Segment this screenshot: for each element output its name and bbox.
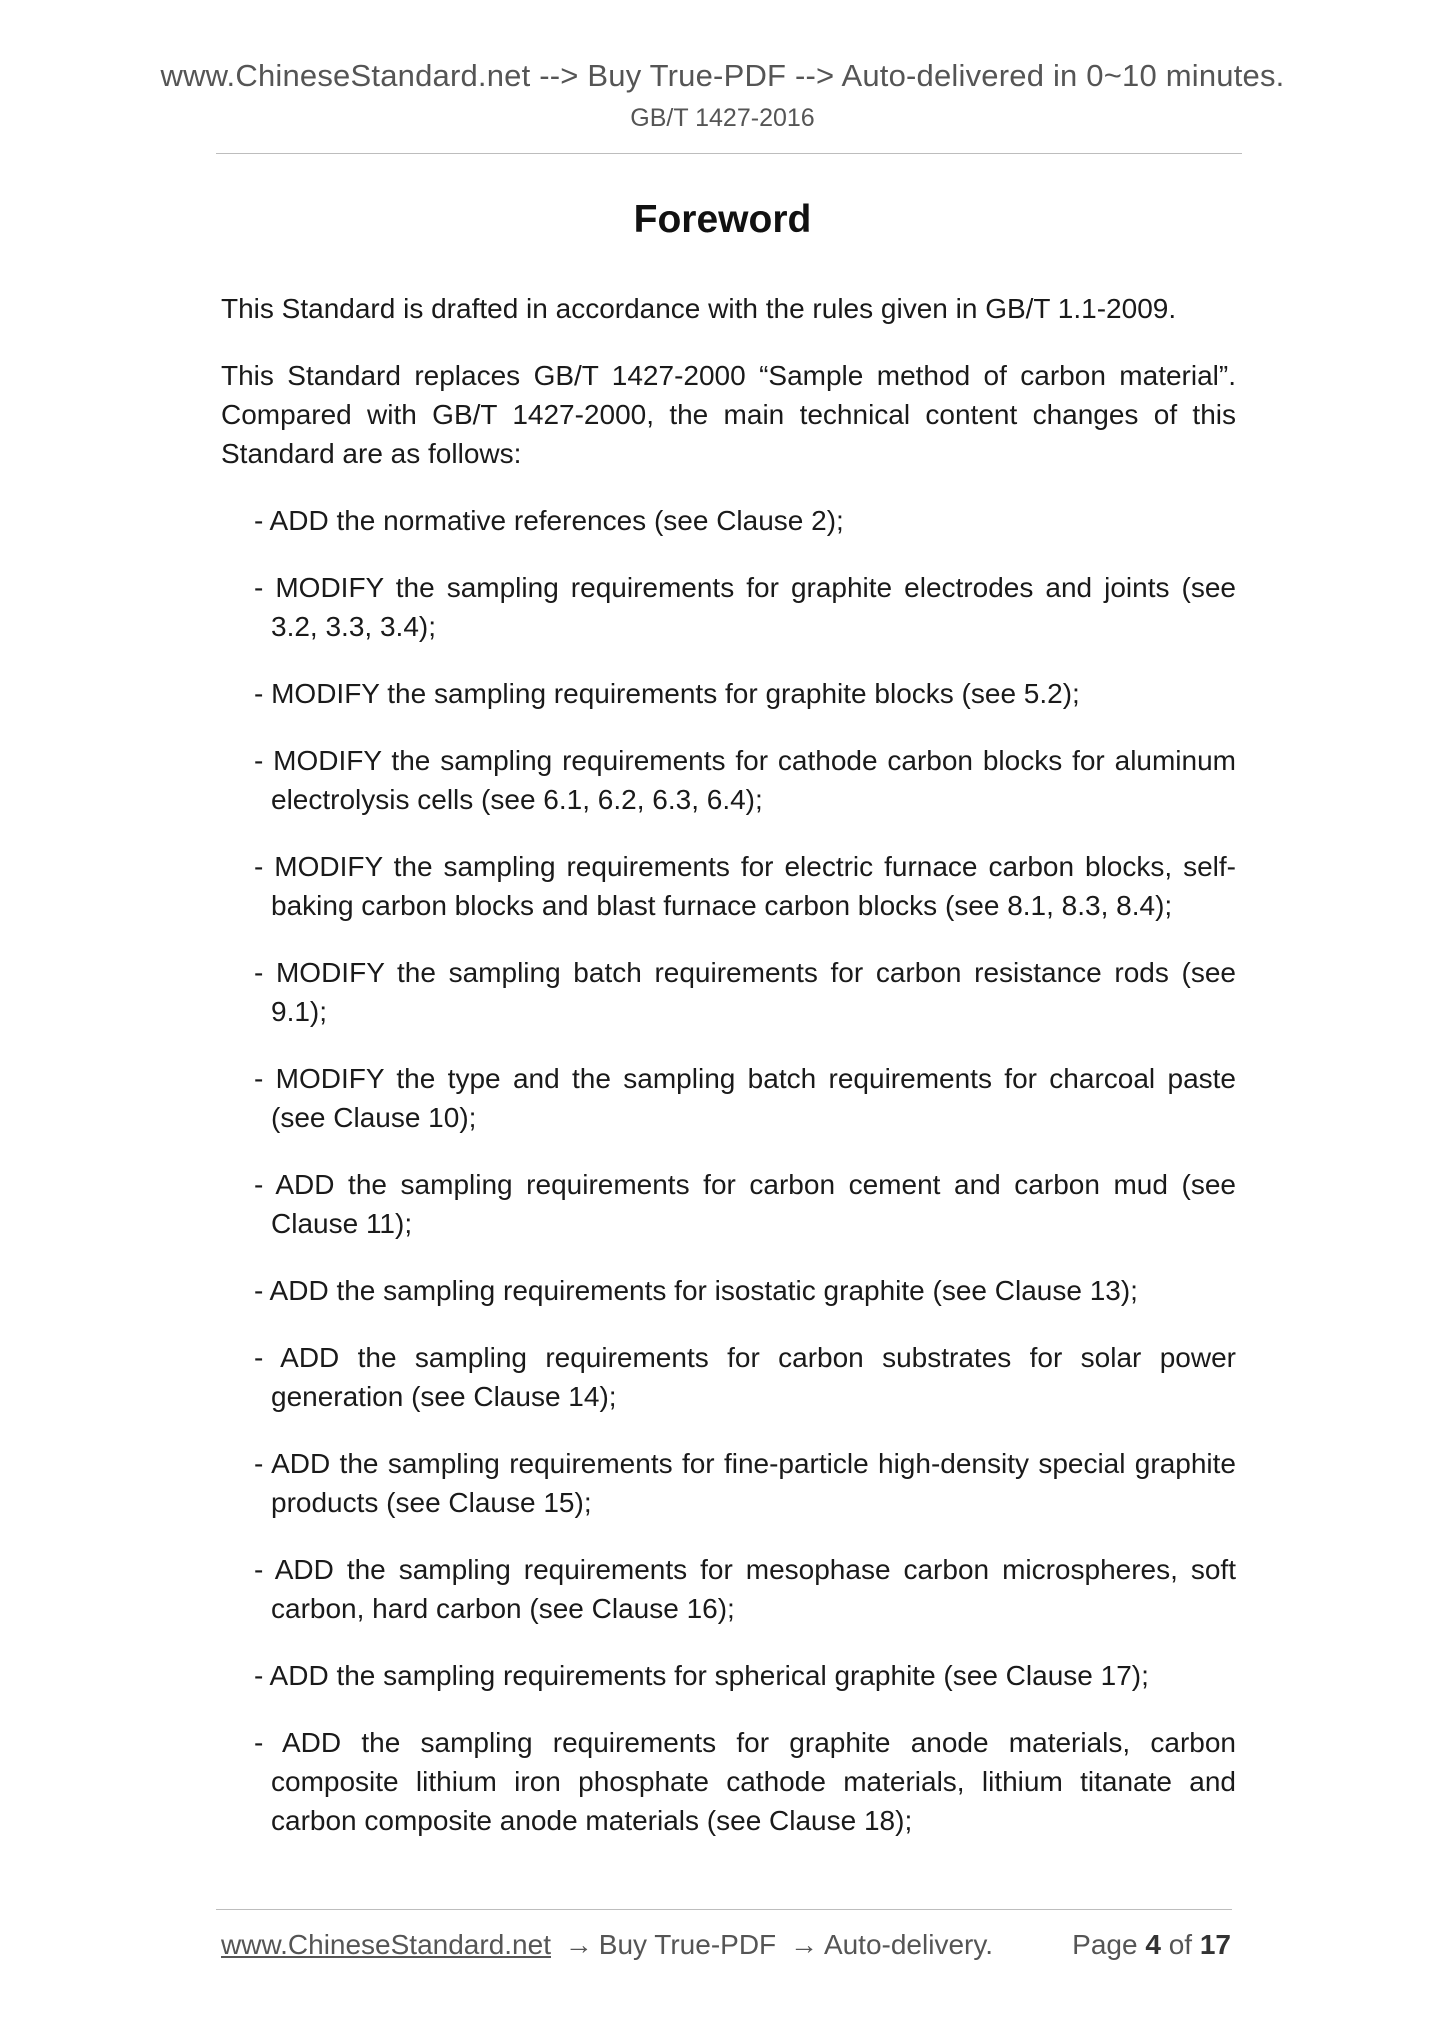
paragraph-replacement: This Standard replaces GB/T 1427-2000 “Sample method of carbon material”. Compared with GB/T 1427-2000, the main technical content changes of this Standard are as follows: [221,360,1236,469]
list-item: - MODIFY the type and the sampling batch requirements for charcoal paste (see Clause 10); [254,1063,1236,1133]
site-link[interactable]: www.ChineseStandard.net [221,1929,551,1960]
paragraph-drafting-rules: This Standard is drafted in accordance with the rules given in GB/T 1.1-2009. [221,293,1177,324]
list-item: - MODIFY the sampling batch requirements for carbon resistance rods (see 9.1); [254,957,1236,1027]
page-total: 17 [1199,1929,1231,1960]
changes-list [221,501,1236,1840]
page-current: 4 [1145,1929,1161,1960]
list-item: - MODIFY the sampling requirements for cathode carbon blocks for aluminum electrolysis cells (see 6.1, 6.2, 6.3, 6.4); [254,745,1236,815]
list-item: - ADD the sampling requirements for fine-particle high-density special graphite products (see Clause 15); [254,1448,1236,1518]
arrow-right-icon: → [564,1929,593,1960]
footer-promo [221,1929,993,1961]
footer-buy-text: Buy True-PDF [598,1929,777,1960]
page-title: Foreword [633,198,812,241]
footer-delivery-text: Auto-delivery. [823,1929,994,1960]
header-promo-line: www.ChineseStandard.net --> Buy True-PDF --> Auto-delivered in 0~10 minutes. [160,58,1285,93]
arrow-right-icon: → [789,1929,818,1960]
list-item: - MODIFY the sampling requirements for graphite electrodes and joints (see 3.2, 3.3, 3.4); [254,572,1236,642]
list-item: - ADD the sampling requirements for mesophase carbon microspheres, soft carbon, hard carbon (see Clause 16); [254,1554,1236,1624]
list-item: - ADD the sampling requirements for spherical graphite (see Clause 17); [254,1660,1149,1691]
page-number [1072,1929,1231,1961]
page-label: Page [1072,1929,1138,1960]
page-of-label: of [1168,1929,1193,1960]
list-item: - MODIFY the sampling requirements for electric furnace carbon blocks, self-baking carbon blocks and blast furnace carbon blocks (see 8.1, 8.3, 8.4); [254,851,1236,921]
list-item: - MODIFY the sampling requirements for graphite blocks (see 5.2); [254,678,1080,709]
header-divider [216,153,1242,154]
footer-divider [216,1909,1232,1910]
list-item: - ADD the sampling requirements for isostatic graphite (see Clause 13); [254,1275,1138,1306]
list-item: - ADD the sampling requirements for carbon cement and carbon mud (see Clause 11); [254,1169,1236,1239]
list-item: - ADD the sampling requirements for carbon substrates for solar power generation (see Clause 14); [254,1342,1236,1412]
header-standard-code: GB/T 1427-2016 [630,104,815,132]
foreword-body [221,289,1236,1868]
list-item: - ADD the normative references (see Clause 2); [254,505,844,536]
list-item: - ADD the sampling requirements for graphite anode materials, carbon composite lithium iron phosphate cathode materials, lithium titanate and carbon composite anode materials (see Clause 18); [254,1727,1236,1836]
